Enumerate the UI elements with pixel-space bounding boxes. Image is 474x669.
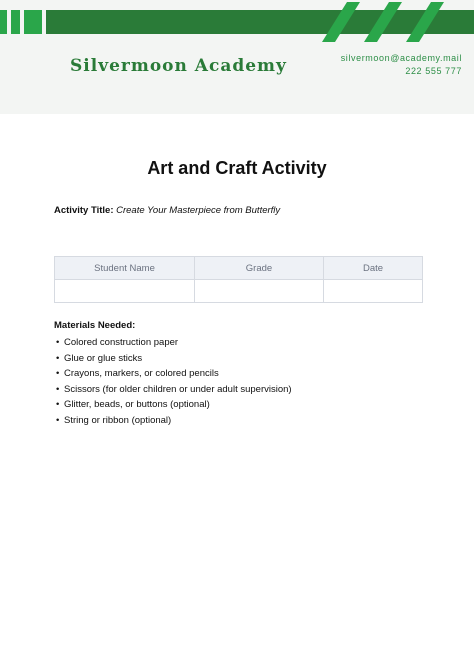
list-item: • Scissors (for older children or under adult supervision): [64, 382, 292, 398]
decor-diagonals: [300, 0, 474, 44]
contact-info: [341, 52, 462, 78]
student-name-cell[interactable]: [55, 280, 195, 303]
email-text: silvermoon@academy.mail: [340, 53, 462, 63]
page-title: Art and Craft Activity: [147, 158, 327, 178]
materials-heading: Materials Needed:: [54, 320, 136, 331]
decor-stripe: [11, 10, 20, 34]
letterhead: [0, 0, 474, 114]
phone-text: 222 555 777: [405, 66, 462, 76]
activity-line: [54, 205, 280, 216]
column-header-grade: Grade: [195, 257, 324, 280]
student-table: [54, 256, 423, 303]
grade-cell[interactable]: [195, 280, 324, 303]
table-header-row: [55, 257, 423, 280]
list-item: • Crayons, markers, or colored pencils: [64, 366, 292, 382]
activity-value: Create Your Masterpiece from Butterfly: [116, 205, 281, 216]
materials-section: [54, 320, 292, 428]
column-header-student-name: Student Name: [55, 257, 195, 280]
decor-stripe: [0, 10, 7, 34]
activity-label: Activity Title:: [54, 205, 114, 216]
column-header-date: Date: [324, 257, 423, 280]
list-item: • Colored construction paper: [64, 335, 292, 351]
materials-list: [54, 335, 292, 428]
decor-stripe: [24, 10, 42, 34]
date-cell[interactable]: [324, 280, 423, 303]
school-name: Silvermoon Academy: [70, 56, 287, 76]
list-item: • Glitter, beads, or buttons (optional): [64, 397, 292, 413]
table-row: [55, 280, 423, 303]
list-item: • String or ribbon (optional): [64, 413, 292, 429]
list-item: • Glue or glue sticks: [64, 351, 292, 367]
